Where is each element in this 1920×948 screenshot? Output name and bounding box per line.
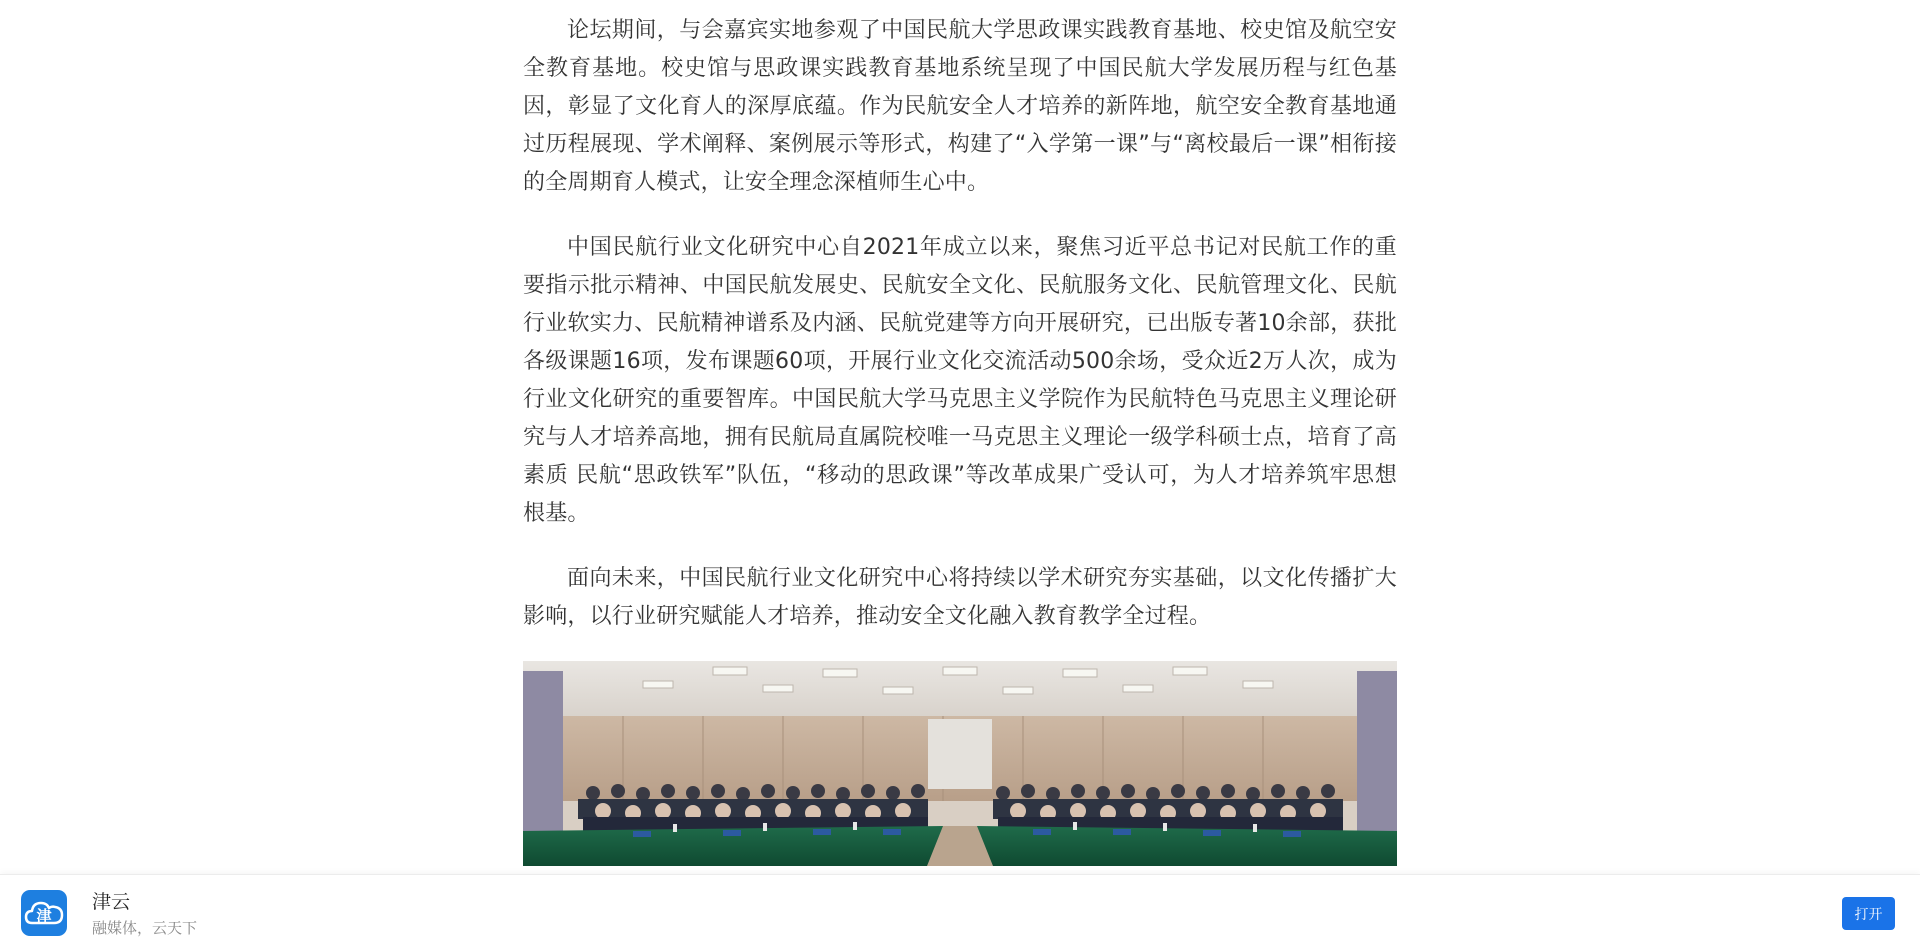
cloud-logo-graphic <box>21 890 67 936</box>
article-paragraph-2: 中国民航行业文化研究中心自2021年成立以来，聚焦习近平总书记对民航工作的重要指示批示精神、中国民航发展史、民航安全文化、民航服务文化、民航管理文化、民航行业软实力、民航精神谱系及内涵、民航党建等方向开展研究，已出版专著10余部，获批各级课题16项，发布课题60项，开展行业文化交流活动500余场，受众近2万人次，成为行业文化研究的重要智库。中国民航大学马克思主义学院作为民航特色马克思主义理论研究与人才培养高地，拥有民航局直属院校唯一马克思主义理论一级学科硕士点，培育了高素质 民航“思政铁军”队伍，“移动的思政课”等改革成果广受认可，为人才培养筑牢思想根基。 <box>523 235 1397 526</box>
group-photo-image <box>523 661 1397 866</box>
jinyun-cloud-logo-icon[interactable] <box>21 890 67 936</box>
article-photo[interactable] <box>523 661 1397 866</box>
logo-glyph: 津 <box>36 907 52 925</box>
app-download-bar[interactable] <box>0 874 1920 948</box>
article-paragraph-3: 面向未来，中国民航行业文化研究中心将持续以学术研究夯实基础，以文化传播扩大影响，以行业研究赋能人才培养，推动安全文化融入教育教学全过程。 <box>523 566 1397 629</box>
app-name: 津云 <box>92 891 131 913</box>
open-app-button[interactable]: 打开 <box>1842 897 1895 930</box>
article-paragraph-1: 论坛期间，与会嘉宾实地参观了中国民航大学思政课实践教育基地、校史馆及航空安全教育基地。校史馆与思政课实践教育基地系统呈现了中国民航大学发展历程与红色基因，彰显了文化育人的深厚底蕴。作为民航安全人才培养的新阵地，航空安全教育基地通过历程展现、学术阐释、案例展示等形式，构建了“入学第一课”与“离校最后一课”相衔接的全周期育人模式，让安全理念深植师生心中。 <box>523 18 1397 195</box>
article-body <box>523 12 1397 866</box>
app-slogan: 融媒体，云天下 <box>92 919 198 937</box>
